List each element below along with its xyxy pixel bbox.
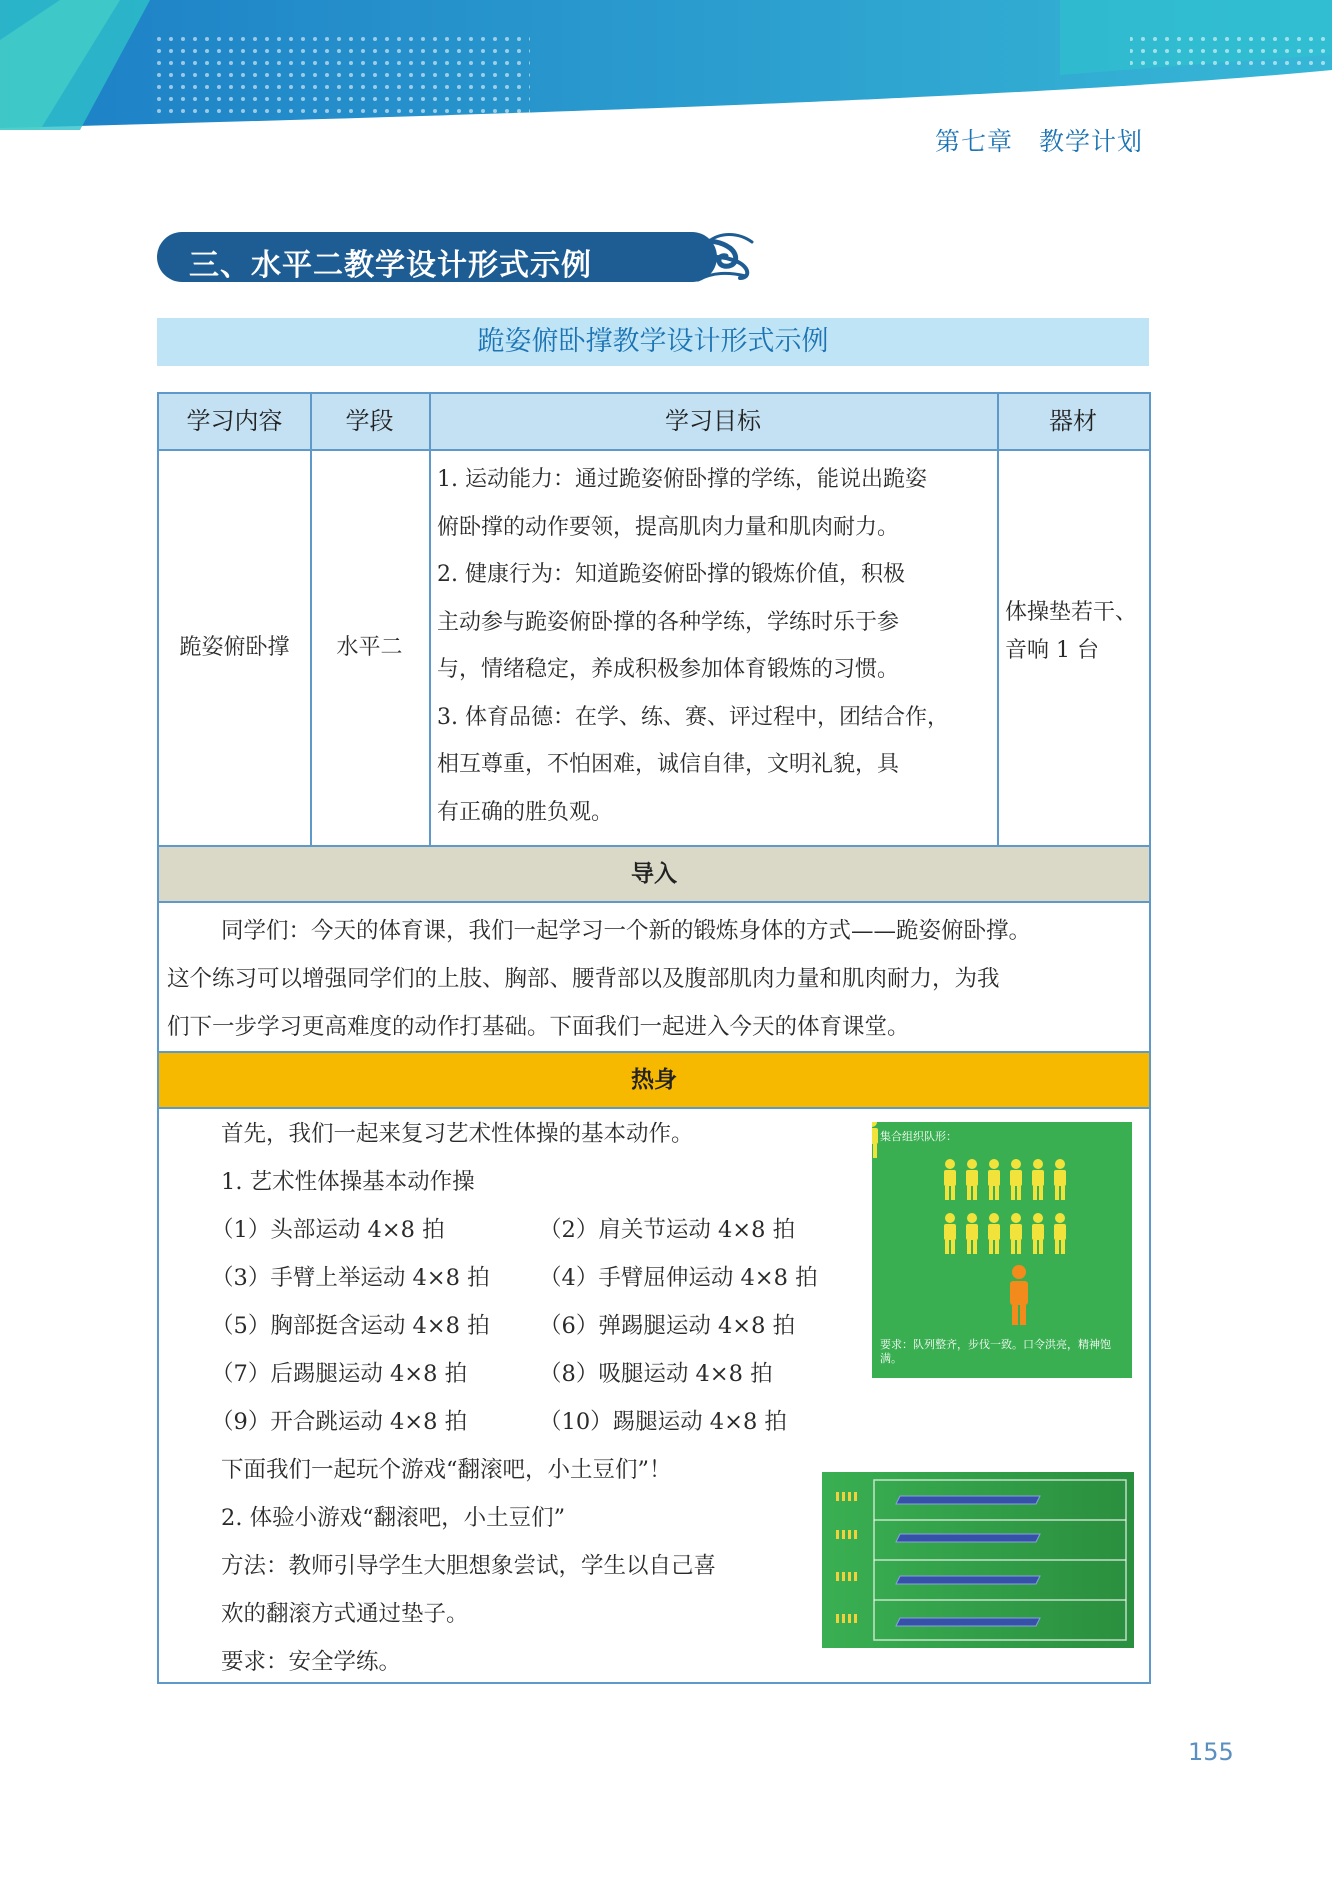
intro-band: 导入: [159, 847, 1149, 901]
goal-line: 2. 健康行为：知道跪姿俯卧撑的锻炼价值，积极: [437, 562, 905, 587]
header-stage: 学段: [310, 394, 429, 449]
goal-line: 3. 体育品德：在学、练、赛、评过程中，团结合作，: [437, 704, 949, 730]
move-item: （6）弹踢腿运动 4×8 拍: [539, 1313, 796, 1339]
move-item: （1）头部运动 4×8 拍: [211, 1217, 445, 1243]
game-intro: 下面我们一起玩个游戏“翻滚吧，小土豆们”！: [221, 1457, 672, 1483]
goal-line: 1. 运动能力：通过跪姿俯卧撑的学练，能说出跪姿: [437, 467, 927, 492]
move-item: （4）手臂屈伸运动 4×8 拍: [539, 1265, 818, 1291]
section-heading-text: 三、水平二教学设计形式示例: [189, 248, 592, 283]
move-item: （3）手臂上举运动 4×8 拍: [211, 1265, 490, 1291]
section-heading: [157, 232, 717, 282]
stage-cell: 水平二: [336, 635, 403, 661]
page-number: 155: [1188, 1738, 1234, 1766]
warmup-first-line: 首先，我们一起来复习艺术性体操的基本动作。: [221, 1121, 694, 1147]
header-equipment: 器材: [997, 394, 1149, 449]
method-line: 方法：教师引导学生大胆想象尝试，学生以自己喜: [221, 1553, 717, 1579]
intro-line: 们下一步学习更高难度的动作打基础。下面我们一起进入今天的体育课堂。: [167, 1014, 910, 1040]
content-cell: 跪姿俯卧撑: [179, 635, 290, 661]
warmup-band: 热身: [159, 1053, 1149, 1107]
goal-line: 相互尊重，不怕困难，诚信自律，文明礼貌，具: [437, 752, 900, 777]
wave-ornament-icon: [658, 228, 758, 286]
intro-text: [167, 907, 1147, 1051]
header-goals: 学习目标: [429, 394, 997, 449]
intro-line: 同学们：今天的体育课，我们一起学习一个新的锻炼身体的方式——跪姿俯卧撑。: [221, 918, 1032, 944]
move-item: （9）开合跳运动 4×8 拍: [211, 1409, 468, 1435]
method-line: 欢的翻滚方式通过垫子。: [221, 1601, 469, 1627]
formation-requirement: 要求：队列整齐，步伐一致。口令洪亮，精神饱满。: [880, 1338, 1111, 1365]
warmup-sub2: 2. 体验小游戏“翻滚吧，小土豆们”: [221, 1505, 566, 1531]
move-item: （2）肩关节运动 4×8 拍: [539, 1217, 796, 1243]
warmup-sub1: 1. 艺术性体操基本动作操: [221, 1169, 475, 1195]
header-content: 学习内容: [159, 394, 310, 449]
goals-cell: [437, 456, 997, 836]
equipment-line: 体操垫若干、: [1005, 600, 1138, 625]
move-item: （10）踢腿运动 4×8 拍: [539, 1409, 787, 1435]
header-banner: [0, 0, 1332, 130]
goal-line: 主动参与跪姿俯卧撑的各种学练，学练时乐于参: [437, 609, 900, 635]
goal-line: 俯卧撑的动作要领，提高肌肉力量和肌肉耐力。: [437, 514, 900, 540]
equipment-line: 音响 1 台: [1005, 638, 1099, 663]
equipment-cell: [1005, 594, 1149, 670]
mats-field-illustration: [822, 1472, 1134, 1648]
formation-illustration: [872, 1122, 1132, 1378]
goal-line: 有正确的胜负观。: [437, 799, 614, 825]
move-item: （5）胸部挺含运动 4×8 拍: [211, 1313, 490, 1339]
formation-label: 集合组织队形：: [880, 1130, 957, 1143]
chapter-title: 第七章 教学计划: [935, 127, 1144, 156]
subtitle-bar: [157, 318, 1149, 366]
move-item: （8）吸腿运动 4×8 拍: [539, 1361, 773, 1387]
requirement-line: 要求：安全学练。: [221, 1649, 402, 1675]
intro-line: 这个练习可以增强同学们的上肢、胸部、腰背部以及腹部肌肉力量和肌肉耐力，为我: [167, 966, 1000, 992]
move-item: （7）后踢腿运动 4×8 拍: [211, 1361, 468, 1387]
goal-line: 与，情绪稳定，养成积极参加体育锻炼的习惯。: [437, 657, 900, 682]
subtitle-text: 跪姿俯卧撑教学设计形式示例: [477, 326, 829, 357]
